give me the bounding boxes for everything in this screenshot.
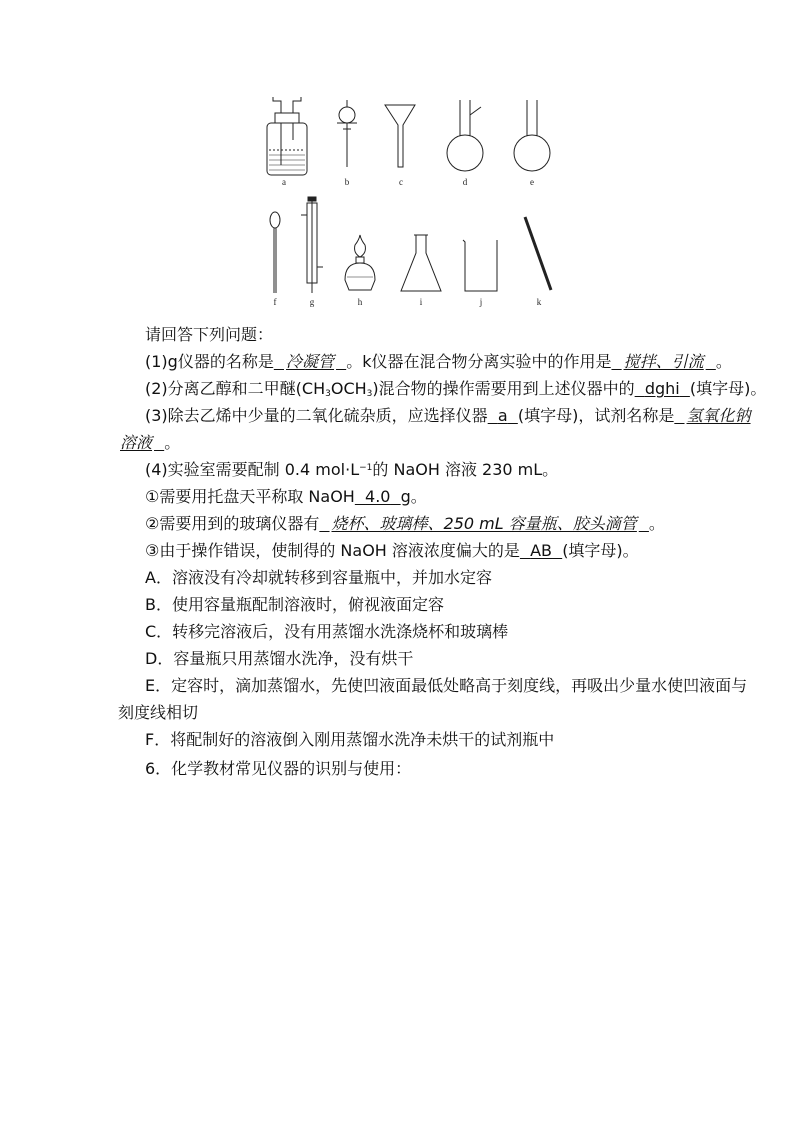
- option-e-cont: 刻度线相切: [118, 703, 199, 722]
- intro-text: 请回答下列问题：: [145, 325, 274, 344]
- label-a: a: [282, 177, 286, 187]
- q2-blank: [635, 379, 690, 398]
- apparatus-k-glass-rod: [525, 217, 551, 307]
- option-c: C．转移完溶液后，没有用蒸馏水洗涤烧杯和玻璃棒: [145, 622, 509, 641]
- q2-text-2: )混合物的操作需要用到上述仪器中的: [372, 379, 635, 398]
- question-4: [145, 457, 558, 480]
- question-4-2: [145, 511, 665, 534]
- q4-2-answer: 烧杯、玻璃棒、250 mL 容量瓶、胶头滴管: [331, 514, 637, 533]
- q4-3-blank: [520, 541, 562, 560]
- question-2: [145, 376, 766, 399]
- label-j: j: [479, 297, 483, 307]
- option-b: B．使用容量瓶配制溶液时，俯视液面定容: [145, 595, 444, 614]
- q1-text: (1)g仪器的名称是: [145, 352, 274, 371]
- q1-answer-2: 搅拌、引流: [623, 352, 704, 371]
- apparatus-f-dropper: [270, 212, 280, 307]
- option-e: E．定容时，滴加蒸馏水，先使凹液面最低处略高于刻度线，再吸出少量水使凹液面与: [145, 676, 748, 695]
- apparatus-j-beaker: [463, 240, 497, 307]
- q3-blank-1: [488, 406, 518, 425]
- q4-3-end: (填字母)。: [562, 541, 639, 560]
- q4-1-blank: [355, 487, 401, 506]
- q3-blank-2b: [118, 433, 164, 452]
- q1-end: 。: [715, 352, 732, 371]
- label-h: h: [357, 297, 363, 307]
- q2-sub-1: 3: [325, 389, 331, 399]
- apparatus-g-condenser: [301, 197, 323, 307]
- question-4-3: [145, 538, 639, 561]
- q2-end: (填字母)。: [689, 379, 767, 398]
- q4-end: 的 NaOH 溶液 230 mL。: [372, 460, 559, 479]
- q1-mid: 。k仪器在混合物分离实验中的作用是: [346, 352, 612, 371]
- label-c: c: [399, 177, 403, 187]
- q2-answer: dghi: [644, 379, 680, 398]
- apparatus-figure: [255, 95, 575, 315]
- q3-end: 。: [164, 433, 181, 452]
- apparatus-i-conical-flask: [401, 235, 441, 307]
- apparatus-diagram: [255, 95, 575, 315]
- option-f: F．将配制好的溶液倒入刚用蒸馏水洗净未烘干的试剂瓶中: [145, 730, 555, 749]
- label-e: e: [530, 177, 534, 187]
- label-i: i: [419, 297, 423, 307]
- question-3: [145, 403, 753, 426]
- q4-sup: −1: [359, 463, 373, 473]
- q4-3-answer: AB: [530, 541, 553, 560]
- q4-text: (4)实验室需要配制 0.4 mol·L: [145, 460, 360, 479]
- q4-2-end: 。: [648, 514, 665, 533]
- q3-answer-2b: 溶液: [120, 433, 153, 452]
- apparatus-a-gas-washing-bottle: [267, 97, 307, 187]
- label-b: b: [344, 177, 350, 187]
- apparatus-h-alcohol-lamp: [345, 235, 375, 307]
- q4-2-blank: [319, 514, 649, 533]
- q1-blank-2: [611, 352, 715, 371]
- label-f: f: [273, 297, 277, 307]
- apparatus-c-funnel: [385, 105, 415, 187]
- q3-answer-1: a: [497, 406, 508, 425]
- q2-sub-2: 3: [366, 389, 373, 399]
- q1-answer-1: 冷凝管: [286, 352, 335, 371]
- label-g: g: [309, 297, 315, 307]
- q4-1-end: g。: [400, 487, 427, 506]
- q4-3-text: ③由于操作错误，使制得的 NaOH 溶液浓度偏大的是: [145, 541, 520, 560]
- q3-answer-2a: 氢氧化钠: [686, 406, 751, 425]
- option-a: A．溶液没有冷却就转移到容量瓶中，并加水定容: [145, 568, 492, 587]
- question-1: [145, 349, 732, 372]
- q4-1-text: ①需要用托盘天平称取 NaOH: [145, 487, 355, 506]
- q3-blank-2: [674, 406, 752, 425]
- q1-blank-1: [274, 352, 346, 371]
- label-d: d: [462, 177, 468, 187]
- q3-mid: (填字母)，试剂名称是: [517, 406, 675, 425]
- q2-text: (2)分离乙醇和二甲醚(CH: [145, 379, 326, 398]
- question-3-cont: [118, 430, 180, 453]
- q4-2-text: ②需要用到的玻璃仪器有: [145, 514, 320, 533]
- apparatus-b-separatory-funnel: [337, 100, 357, 187]
- question-4-1: [145, 484, 427, 507]
- option-d: D．容量瓶只用蒸馏水洗净，没有烘干: [145, 649, 414, 668]
- question-6-heading: 6．化学教材常见仪器的识别与使用：: [145, 759, 412, 778]
- apparatus-e-round-bottom-flask: [514, 100, 550, 187]
- label-k: k: [536, 297, 542, 307]
- apparatus-d-distilling-flask: [447, 100, 483, 187]
- q2-formula-mid: OCH: [330, 379, 367, 398]
- q3-text: (3)除去乙烯中少量的二氧化硫杂质，应选择仪器: [145, 406, 488, 425]
- q4-1-answer: 4.0: [365, 487, 391, 506]
